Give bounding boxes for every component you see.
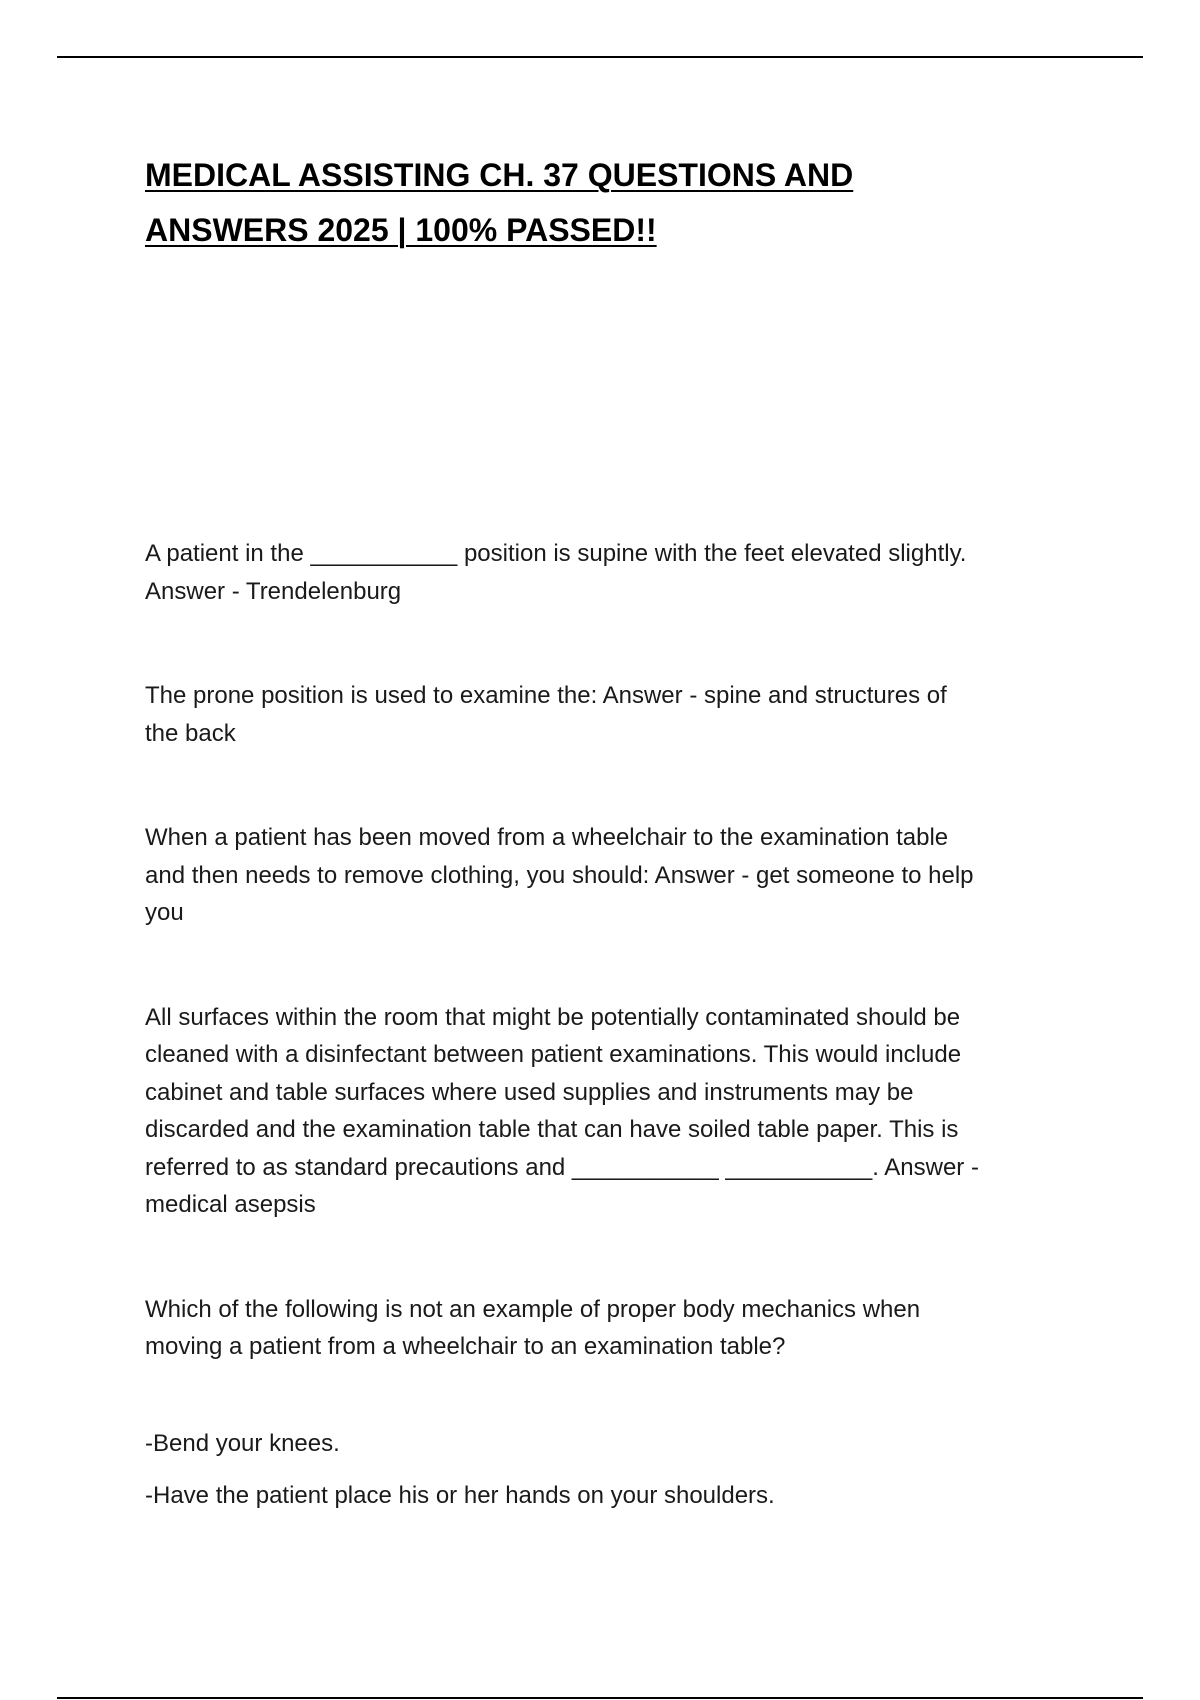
question-text: The prone position is used to examine the: Answer - spine and structures of (145, 682, 947, 709)
question-item-1 (145, 535, 1065, 610)
question-text: When a patient has been moved from a wheelchair to the examination table (145, 824, 949, 851)
question-item-3 (145, 819, 1065, 932)
question-text: cleaned with a disinfectant between patient examinations. This would include (145, 1041, 962, 1068)
option-item-1: -Bend your knees. (145, 1429, 340, 1457)
question-text: cabinet and table surfaces where used supplies and instruments may be (145, 1078, 914, 1106)
question-text: All surfaces within the room that might be potentially contaminated should be (145, 1003, 961, 1031)
question-text: A patient in the ___________ position is supine with the feet elevated slightly. (145, 540, 967, 567)
question-list (145, 535, 1065, 1530)
answer-text: the back (145, 719, 236, 747)
answer-text: medical asepsis (145, 1191, 316, 1218)
document-header (145, 148, 1065, 258)
option-item-2: -Have the patient place his or her hands on your shoulders. (145, 1482, 775, 1509)
question-text: Which of the following is not an example of proper body mechanics when (145, 1295, 921, 1323)
question-item-5 (145, 1291, 1065, 1366)
title-line-1: MEDICAL ASSISTING CH. 37 QUESTIONS AND (145, 157, 854, 193)
answer-text: you (145, 899, 184, 926)
question-text: and then needs to remove clothing, you should: Answer - get someone to help (145, 861, 974, 889)
question-item-2 (145, 677, 1065, 752)
top-rule (57, 56, 1143, 58)
question-text: moving a patient from a wheelchair to an examination table? (145, 1333, 786, 1360)
answer-options (145, 1425, 1065, 1515)
question-item-4 (145, 999, 1065, 1224)
document-title (145, 148, 1065, 258)
answer-text: Answer - Trendelenburg (145, 577, 402, 605)
bottom-rule (57, 1697, 1143, 1699)
question-text: discarded and the examination table that can have soiled table paper. This is (145, 1116, 959, 1143)
question-text: referred to as standard precautions and ___________ ___________. Answer - (145, 1153, 979, 1181)
title-line-2: ANSWERS 2025 | 100% PASSED!! (145, 212, 657, 248)
